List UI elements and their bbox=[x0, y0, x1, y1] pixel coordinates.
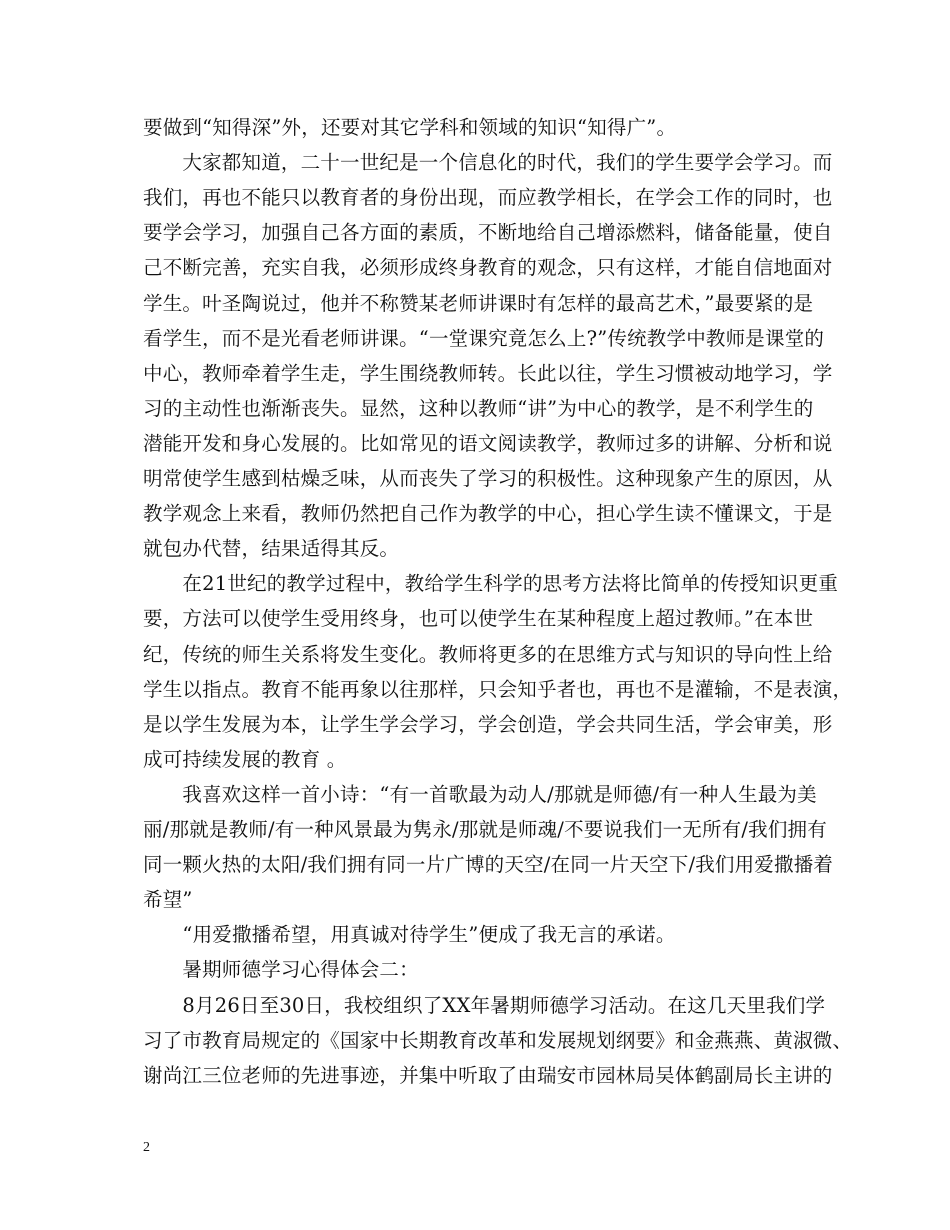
text-line: “用爱撒播希望，用真诚对待学生”便成了我无言的承诺。 bbox=[143, 923, 676, 947]
text-line: 教学观念上来看，教师仍然把自己作为教学的中心，担心学生读不懂课文，于是 bbox=[143, 502, 833, 526]
text-line: 中心，教师牵着学生走，学生围绕教师转。长此以往，学生习惯被动地学习，学 bbox=[143, 361, 833, 385]
text-line: 谢尚江三位老师的先进事迹，并集中听取了由瑞安市园林局吴体鹤副局长主讲的 bbox=[143, 1063, 833, 1087]
text-line: 同一颗火热的太阳/我们拥有同一片广博的天空/在同一片天空下/我们用爱撒播着 bbox=[143, 853, 834, 877]
text-line: 8月26日至30日，我校组织了XX年暑期师德学习活动。在这几天里我们学 bbox=[143, 993, 826, 1017]
text-line: 潜能开发和身心发展的。比如常见的语文阅读教学，教师过多的讲解、分析和说 bbox=[143, 431, 833, 455]
text-line: 我喜欢这样一首小诗：“有一首歌最为动人/那就是师德/有一种人生最为美 bbox=[143, 782, 817, 806]
text-line: 我们，再也不能只以教育者的身份出现，而应教学相长，在学会工作的同时，也 bbox=[143, 186, 833, 210]
text-line: 学生。叶圣陶说过，他并不称赞某老师讲课时有怎样的最高艺术，”最要紧的是 bbox=[143, 291, 814, 315]
text-line: 要做到“知得深”外，还要对其它学科和领域的知识“知得广”。 bbox=[143, 116, 677, 139]
text-line: 要学会学习，加强自己各方面的素质，不断地给自己增添燃料，储备能量，使自 bbox=[143, 221, 833, 245]
text-line: 大家都知道，二十一世纪是一个信息化的时代，我们的学生要学会学习。而 bbox=[143, 151, 833, 175]
text-line: 明常使学生感到枯燥乏味，从而丧失了学习的积极性。这种现象产生的原因，从 bbox=[143, 467, 833, 490]
text-line: 习了市教育局规定的《国家中长期教育改革和发展规划纲要》和金燕燕、黄淑微、 bbox=[143, 1028, 853, 1052]
page-number: 2 bbox=[143, 1140, 150, 1155]
text-line: 习的主动性也渐渐丧失。显然，这种以教师“讲”为中心的教学，是不利学生的 bbox=[143, 396, 814, 420]
text-line: 学生以指点。教育不能再象以往那样，只会知乎者也，再也不是灌输，不是表演， bbox=[143, 677, 853, 701]
text-line: 在21世纪的教学过程中，教给学生科学的思考方法将比简单的传授知识更重 bbox=[143, 572, 839, 596]
text-line: 要，方法可以使学生受用终身，也可以使学生在某种程度上超过教师。”在本世 bbox=[143, 607, 814, 631]
text-line: 希望” bbox=[143, 888, 193, 912]
text-line: 丽/那就是教师/有一种风景最为隽永/那就是师魂/不要说我们一无所有/我们拥有 bbox=[143, 818, 827, 841]
text-line: 就包办代替，结果适得其反。 bbox=[143, 537, 400, 561]
text-line: 成可持续发展的教育 。 bbox=[143, 747, 347, 771]
text-line: 是以学生发展为本，让学生学会学习，学会创造，学会共同生活，学会审美，形 bbox=[143, 712, 833, 736]
text-line: 看学生，而不是光看老师讲课。“一堂课究竟怎么上?”传统教学中教师是课堂的 bbox=[143, 326, 825, 350]
text-line: 纪，传统的师生关系将发生变化。教师将更多的在思维方式与知识的导向性上给 bbox=[143, 642, 833, 666]
text-line: 暑期师德学习心得体会二： bbox=[143, 958, 419, 982]
text-line: 己不断完善，充实自我，必须形成终身教育的观念，只有这样，才能自信地面对 bbox=[143, 256, 833, 280]
